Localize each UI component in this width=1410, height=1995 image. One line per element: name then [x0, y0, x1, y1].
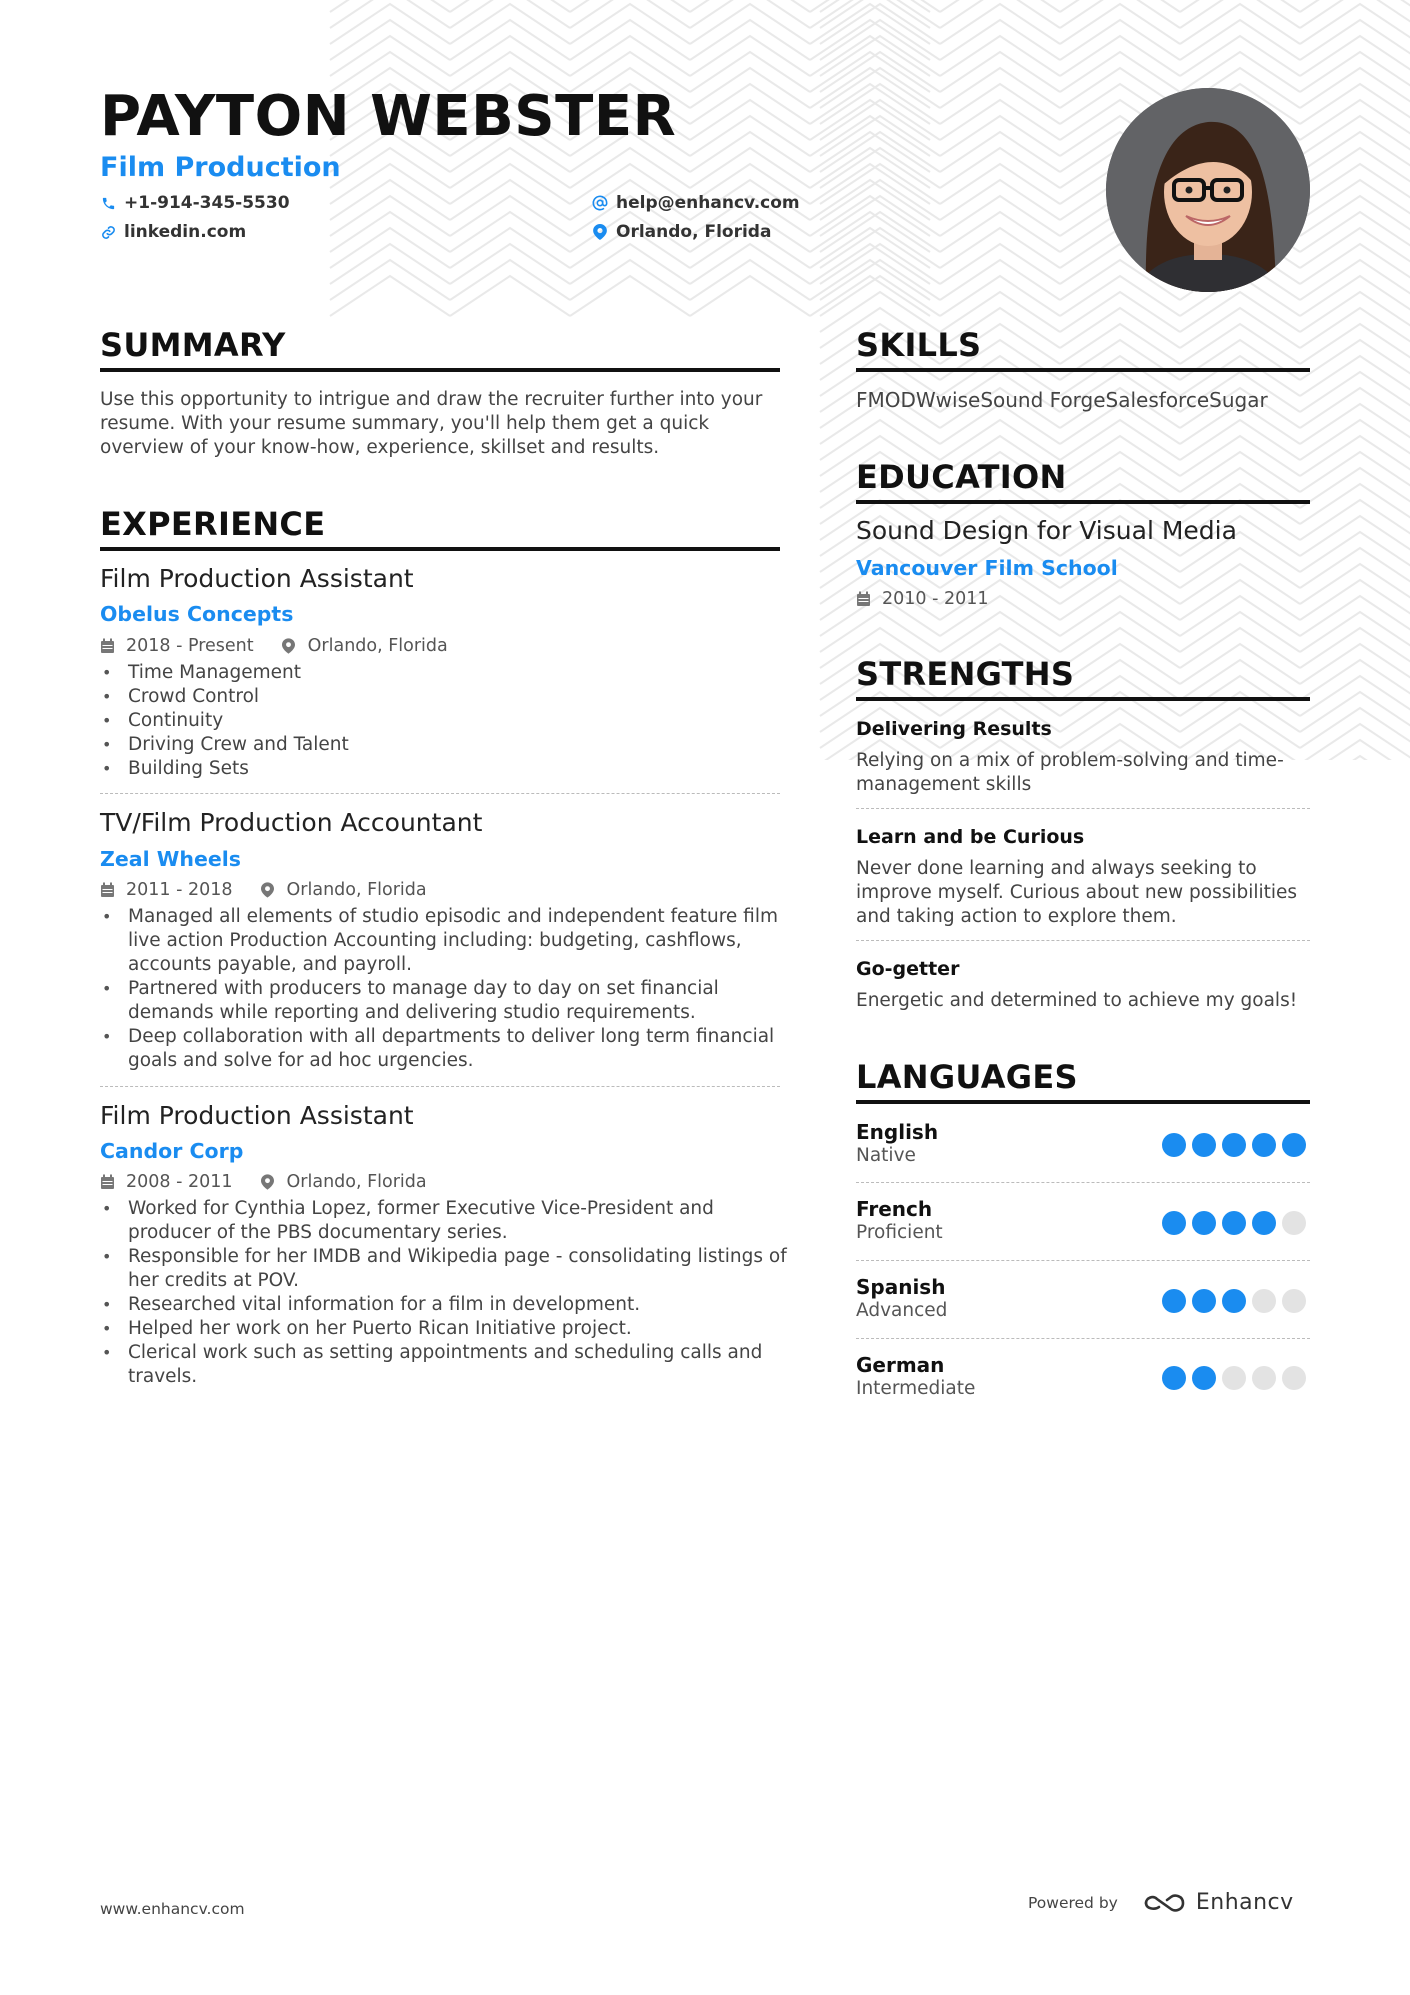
- enhancv-logo: [1142, 1890, 1294, 1915]
- language-level: Intermediate: [856, 1378, 976, 1399]
- map-pin-icon: [261, 1174, 277, 1190]
- language-name: French: [856, 1197, 933, 1221]
- experience-heading: EXPERIENCE: [100, 505, 326, 543]
- brand-name: Enhancv: [1195, 1890, 1294, 1915]
- education-rule: [856, 500, 1310, 504]
- skills-heading: SKILLS: [856, 326, 982, 364]
- rating-dot-empty: [1282, 1289, 1306, 1313]
- divider: [100, 793, 780, 794]
- language-level: Advanced: [856, 1300, 948, 1321]
- rating-dot-filled: [1162, 1211, 1186, 1235]
- link-icon: [100, 224, 116, 240]
- at-icon: [592, 195, 608, 211]
- education-dates: 2010 - 2011: [882, 589, 989, 609]
- strength-title: Go-getter: [856, 958, 960, 980]
- rating-dot-filled: [1192, 1366, 1216, 1390]
- job-meta: [100, 880, 427, 900]
- education-school: Vancouver Film School: [856, 556, 1118, 580]
- rating-dot-empty: [1282, 1366, 1306, 1390]
- job-bullets: [100, 1197, 790, 1389]
- experience-rule: [100, 547, 780, 551]
- rating-dot-filled: [1162, 1289, 1186, 1313]
- rating-dot-empty: [1252, 1366, 1276, 1390]
- divider: [856, 1182, 1310, 1183]
- calendar-icon: [856, 591, 872, 607]
- profile-photo: [1106, 88, 1310, 292]
- bullet-item: • Continuity: [100, 709, 790, 733]
- rating-dot-empty: [1222, 1366, 1246, 1390]
- company-name: Candor Corp: [100, 1139, 244, 1163]
- job-title: Film Production Assistant: [100, 1101, 414, 1130]
- rating-dot-filled: [1162, 1133, 1186, 1157]
- calendar-icon: [100, 1174, 116, 1190]
- phone-contact[interactable]: [100, 193, 290, 213]
- phone-text: +1-914-345-5530: [124, 193, 290, 213]
- language-rating: [1162, 1211, 1306, 1235]
- job-dates: 2018 - Present: [126, 636, 254, 656]
- job-title: TV/Film Production Accountant: [100, 808, 483, 837]
- strength-desc: Relying on a mix of problem-solving and time-management skills: [856, 750, 1284, 795]
- rating-dot-filled: [1192, 1211, 1216, 1235]
- map-pin-icon: [282, 638, 298, 654]
- skills-text: FMODWwiseSound ForgeSalesforceSugar: [856, 388, 1268, 412]
- rating-dot-filled: [1192, 1289, 1216, 1313]
- language-level: Proficient: [856, 1222, 943, 1243]
- language-name: English: [856, 1120, 939, 1144]
- location-text: Orlando, Florida: [616, 222, 772, 242]
- education-heading: EDUCATION: [856, 458, 1067, 496]
- education-meta: [856, 589, 989, 609]
- bullet-item: • Crowd Control: [100, 685, 790, 709]
- divider: [856, 1338, 1310, 1339]
- bullet-item: • Partnered with producers to manage day to day on set financial demands while reporting and delivering studio requirements.: [100, 977, 790, 1025]
- bullet-item: • Researched vital information for a film in development.: [100, 1293, 790, 1317]
- email-text: help@enhancv.com: [616, 193, 800, 213]
- summary-heading: SUMMARY: [100, 326, 286, 364]
- summary-line: Use this opportunity to intrigue and draw the recruiter further into your: [100, 389, 763, 410]
- footer-website[interactable]: www.enhancv.com: [100, 1900, 245, 1918]
- job-bullets: [100, 661, 790, 781]
- bullet-item: • Managed all elements of studio episodic and independent feature film live action Production Accounting including: budgeting, cashflows, accounts payable, and payroll.: [100, 905, 790, 977]
- company-name: Obelus Concepts: [100, 602, 294, 626]
- powered-by-label: Powered by: [1028, 1893, 1118, 1912]
- languages-rule: [856, 1100, 1310, 1104]
- bullet-item: • Building Sets: [100, 757, 790, 781]
- job-location: Orlando, Florida: [286, 1172, 427, 1192]
- rating-dot-empty: [1252, 1289, 1276, 1313]
- footer-branding[interactable]: [1028, 1890, 1294, 1915]
- rating-dot-filled: [1162, 1366, 1186, 1390]
- summary-text: [100, 388, 790, 460]
- rating-dot-filled: [1192, 1133, 1216, 1157]
- rating-dot-filled: [1282, 1133, 1306, 1157]
- calendar-icon: [100, 882, 116, 898]
- bullet-item: • Worked for Cynthia Lopez, former Executive Vice-President and producer of the PBS documentary series.: [100, 1197, 790, 1245]
- strengths-rule: [856, 697, 1310, 701]
- location-contact: [592, 222, 771, 242]
- divider: [100, 1086, 780, 1087]
- language-rating: [1162, 1366, 1306, 1390]
- bullet-item: • Responsible for her IMDB and Wikipedia page - consolidating listings of her credits at POV.: [100, 1245, 790, 1293]
- summary-rule: [100, 368, 780, 372]
- language-rating: [1162, 1289, 1306, 1313]
- email-contact[interactable]: [592, 193, 800, 213]
- rating-dot-empty: [1282, 1211, 1306, 1235]
- summary-line: resume. With your resume summary, you'll help them get a quick: [100, 413, 710, 434]
- summary-line: overview of your know-how, experience, skillset and results.: [100, 437, 660, 458]
- job-location: Orlando, Florida: [286, 880, 427, 900]
- language-name: German: [856, 1353, 945, 1377]
- language-level: Native: [856, 1145, 916, 1166]
- job-dates: 2011 - 2018: [126, 880, 233, 900]
- strength-desc: Never done learning and always seeking to improve myself. Curious about new possibilities and taking action to explore them.: [856, 858, 1298, 927]
- job-dates: 2008 - 2011: [126, 1172, 233, 1192]
- divider: [856, 808, 1310, 809]
- candidate-name: PAYTON WEBSTER: [100, 84, 677, 149]
- skills-rule: [856, 368, 1310, 372]
- rating-dot-filled: [1252, 1211, 1276, 1235]
- rating-dot-filled: [1222, 1211, 1246, 1235]
- strength-desc: Energetic and determined to achieve my goals!: [856, 990, 1298, 1011]
- divider: [856, 1260, 1310, 1261]
- rating-dot-filled: [1222, 1289, 1246, 1313]
- bullet-item: • Time Management: [100, 661, 790, 685]
- map-pin-icon: [592, 224, 608, 240]
- strength-title: Delivering Results: [856, 718, 1052, 740]
- infinity-logo-icon: [1142, 1891, 1188, 1915]
- candidate-title: Film Production: [100, 152, 341, 183]
- rating-dot-filled: [1252, 1133, 1276, 1157]
- job-bullets: [100, 905, 790, 1073]
- job-meta: [100, 636, 448, 656]
- website-text: linkedin.com: [124, 222, 247, 242]
- job-location: Orlando, Florida: [307, 636, 448, 656]
- education-degree: Sound Design for Visual Media: [856, 516, 1237, 545]
- website-contact[interactable]: [100, 222, 246, 242]
- bullet-item: • Deep collaboration with all departments to deliver long term financial goals and solve for ad hoc urgencies.: [100, 1025, 790, 1073]
- map-pin-icon: [261, 882, 277, 898]
- strengths-heading: STRENGTHS: [856, 655, 1075, 693]
- rating-dot-filled: [1222, 1133, 1246, 1157]
- bullet-item: • Driving Crew and Talent: [100, 733, 790, 757]
- company-name: Zeal Wheels: [100, 847, 242, 871]
- job-title: Film Production Assistant: [100, 564, 414, 593]
- job-meta: [100, 1172, 427, 1192]
- language-rating: [1162, 1133, 1306, 1157]
- languages-heading: LANGUAGES: [856, 1058, 1078, 1096]
- bullet-item: • Clerical work such as setting appointments and scheduling calls and travels.: [100, 1341, 790, 1389]
- bullet-item: • Helped her work on her Puerto Rican Initiative project.: [100, 1317, 790, 1341]
- phone-icon: [100, 195, 116, 211]
- strength-title: Learn and be Curious: [856, 826, 1085, 848]
- language-name: Spanish: [856, 1275, 946, 1299]
- calendar-icon: [100, 638, 116, 654]
- divider: [856, 940, 1310, 941]
